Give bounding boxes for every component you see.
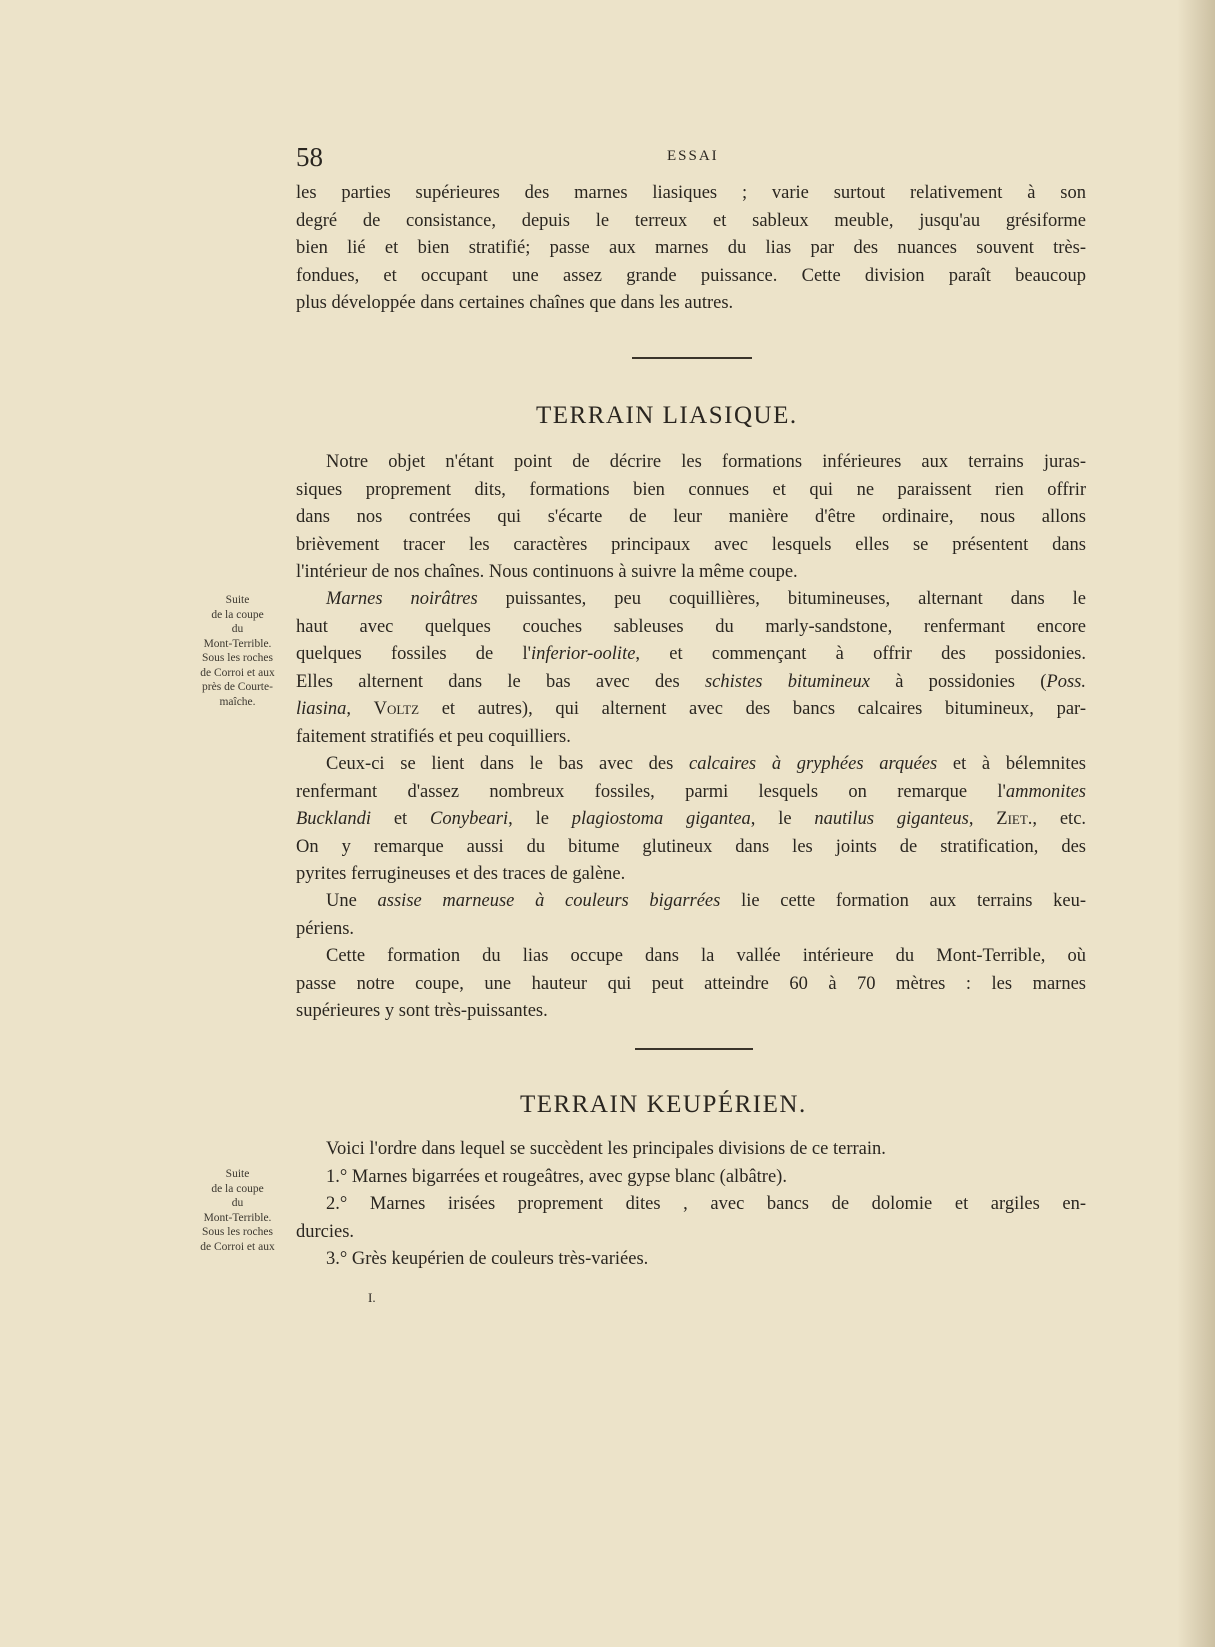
text-run: et autres), qui alternent avec des bancs calcaires bitumineux, par- — [419, 699, 1087, 719]
margin-note-line: Sous les roches — [202, 652, 273, 664]
text-line: durcies. — [296, 1221, 355, 1242]
italic-term: ammonites — [1005, 781, 1086, 802]
margin-note-line: du — [231, 1197, 244, 1209]
liasique-paragraph-3 — [296, 751, 1086, 889]
liasique-paragraph-1 — [296, 449, 1086, 587]
italic-term: Bucklandi — [296, 809, 372, 829]
text-line: passe notre coupe, une hauteur qui peut atteindre 60 à 70 mètres : les marnes — [296, 973, 1086, 994]
margin-note-line: de la coupe — [211, 608, 264, 621]
text-line — [296, 696, 1086, 724]
text-line — [296, 641, 1086, 669]
list-item: 1.° Marnes bigarrées et rougeâtres, avec gypse blanc (albâtre). — [326, 1166, 787, 1187]
section-title-keuperien: TERRAIN KEUPÉRIEN. — [520, 1091, 807, 1118]
text-line — [296, 669, 1086, 697]
margin-note-line: de Corroi et aux — [200, 666, 275, 679]
text-line: siques proprement dits, formations bien connues et qui ne paraissent rien offrir — [296, 479, 1086, 500]
text-line — [296, 586, 1086, 614]
text-run: quelques fossiles de l' — [296, 644, 531, 664]
liasique-paragraph-5 — [296, 943, 1086, 1026]
margin-note-line: de Corroi et aux — [200, 1240, 275, 1253]
text-run: et à bélemnites — [937, 754, 1086, 774]
margin-note-line: Mont-Terrible. — [203, 637, 272, 650]
text-run: , — [346, 699, 374, 719]
text-line: Cette formation du lias occupe dans la vallée intérieure du Mont-Terrible, où — [326, 946, 1086, 966]
text-run: , et commençant à offrir des possidonies. — [635, 644, 1086, 664]
margin-note-line: Suite — [225, 594, 250, 606]
italic-term: schistes bitumineux — [704, 671, 870, 692]
keuperien-list — [296, 1136, 1086, 1274]
liasique-paragraph-2 — [296, 586, 1086, 751]
margin-note — [180, 1167, 295, 1254]
catchword: I. — [368, 1290, 376, 1305]
italic-term: liasina — [296, 699, 347, 719]
author-name: Voltz — [373, 699, 420, 719]
text-line: pyrites ferrugineuses et des traces de galène. — [296, 864, 626, 884]
author-name: Ziet. — [996, 809, 1033, 829]
text-line: haut avec quelques couches sableuses du marly-sandstone, renfermant encore — [296, 616, 1086, 637]
text-run: Ceux-ci se lient dans le bas avec des — [326, 754, 689, 774]
text-line: dans nos contrées qui s'écarte de leur manière d'être ordinaire, nous allons — [296, 507, 1086, 527]
margin-note — [180, 593, 295, 709]
italic-term: calcaires à gryphées arquées — [688, 754, 938, 774]
margin-note-line: Sous les roches — [202, 1226, 273, 1238]
italic-term: Conybeari — [430, 809, 509, 829]
text-line: faitement stratifiés et peu coquilliers. — [296, 726, 571, 747]
section-divider — [635, 1048, 753, 1050]
italic-term: assise marneuse à couleurs bigarrées — [377, 891, 721, 911]
page-number: 58 — [296, 142, 323, 172]
list-item: 2.° Marnes irisées proprement dites , avec bancs de dolomie et argiles en- — [326, 1194, 1086, 1214]
section-divider — [632, 357, 752, 359]
page-header — [296, 142, 1091, 176]
text-run: Une — [326, 891, 378, 911]
margin-note-line: Mont-Terrible. — [203, 1211, 272, 1224]
margin-note-line: près de Courte- — [202, 681, 273, 693]
text-line: degré de consistance, depuis le terreux et sableux meuble, jusqu'au grésiforme — [296, 210, 1086, 231]
italic-term: plagiostoma gigantea — [571, 809, 751, 829]
page-edge-shadow — [1177, 0, 1215, 1647]
text-run: et — [371, 809, 431, 829]
text-line: Notre objet n'étant point de décrire les formations inférieures aux terrains juras- — [326, 452, 1086, 472]
text-line: supérieures y sont très-puissantes. — [296, 1001, 548, 1021]
italic-term: inferior-oolite — [530, 644, 636, 664]
text-line: brièvement tracer les caractères principaux avec lesquels elles se présentent dans — [296, 534, 1086, 555]
text-line — [296, 751, 1086, 779]
text-line: plus développée dans certaines chaînes que dans les autres. — [296, 293, 734, 313]
text-line: Voici l'ordre dans lequel se succèdent les principales divisions de ce terrain. — [326, 1139, 886, 1159]
text-run: Elles alternent dans le bas avec des — [296, 671, 705, 692]
text-run: , le — [508, 809, 572, 829]
italic-term: Poss. — [1046, 671, 1086, 692]
text-line: On y remarque aussi du bitume glutineux dans les joints de stratification, des — [296, 836, 1086, 857]
margin-note-line: de la coupe — [211, 1182, 264, 1195]
list-item: 3.° Grès keupérien de couleurs très-variées. — [326, 1249, 649, 1269]
italic-term: Marnes noirâtres — [326, 589, 478, 609]
margin-note-line: du — [231, 623, 244, 635]
text-run: , etc. — [1032, 809, 1087, 829]
text-run: , le — [750, 809, 815, 829]
text-run: renfermant d'assez nombreux fossiles, parmi lesquels on remarque l' — [296, 781, 1006, 802]
text-run: , — [968, 809, 997, 829]
text-run: à possidonies ( — [869, 671, 1047, 692]
liasique-paragraph-4 — [296, 888, 1086, 943]
text-run: puissantes, peu coquillières, bitumineuses, alternant dans le — [477, 589, 1086, 609]
text-line: périens. — [296, 918, 355, 939]
text-line: fondues, et occupant une assez grande puissance. Cette division paraît beaucoup — [296, 265, 1086, 286]
text-run: lie cette formation aux terrains keu- — [720, 891, 1086, 911]
text-line: bien lié et bien stratifié; passe aux marnes du lias par des nuances souvent très- — [296, 238, 1086, 258]
text-line: l'intérieur de nos chaînes. Nous continuons à suivre la même coupe. — [296, 562, 798, 582]
text-line — [296, 779, 1086, 807]
text-line: les parties supérieures des marnes liasiques ; varie surtout relativement à son — [296, 183, 1086, 203]
running-title: ESSAI — [667, 148, 719, 164]
section-title-liasique: TERRAIN LIASIQUE. — [536, 402, 798, 429]
text-line — [296, 806, 1086, 834]
text-line — [296, 888, 1086, 916]
margin-note-line: Suite — [225, 1168, 250, 1180]
italic-term: nautilus giganteus — [814, 809, 969, 829]
intro-paragraph — [296, 180, 1086, 318]
margin-note-line: maîche. — [219, 695, 256, 708]
